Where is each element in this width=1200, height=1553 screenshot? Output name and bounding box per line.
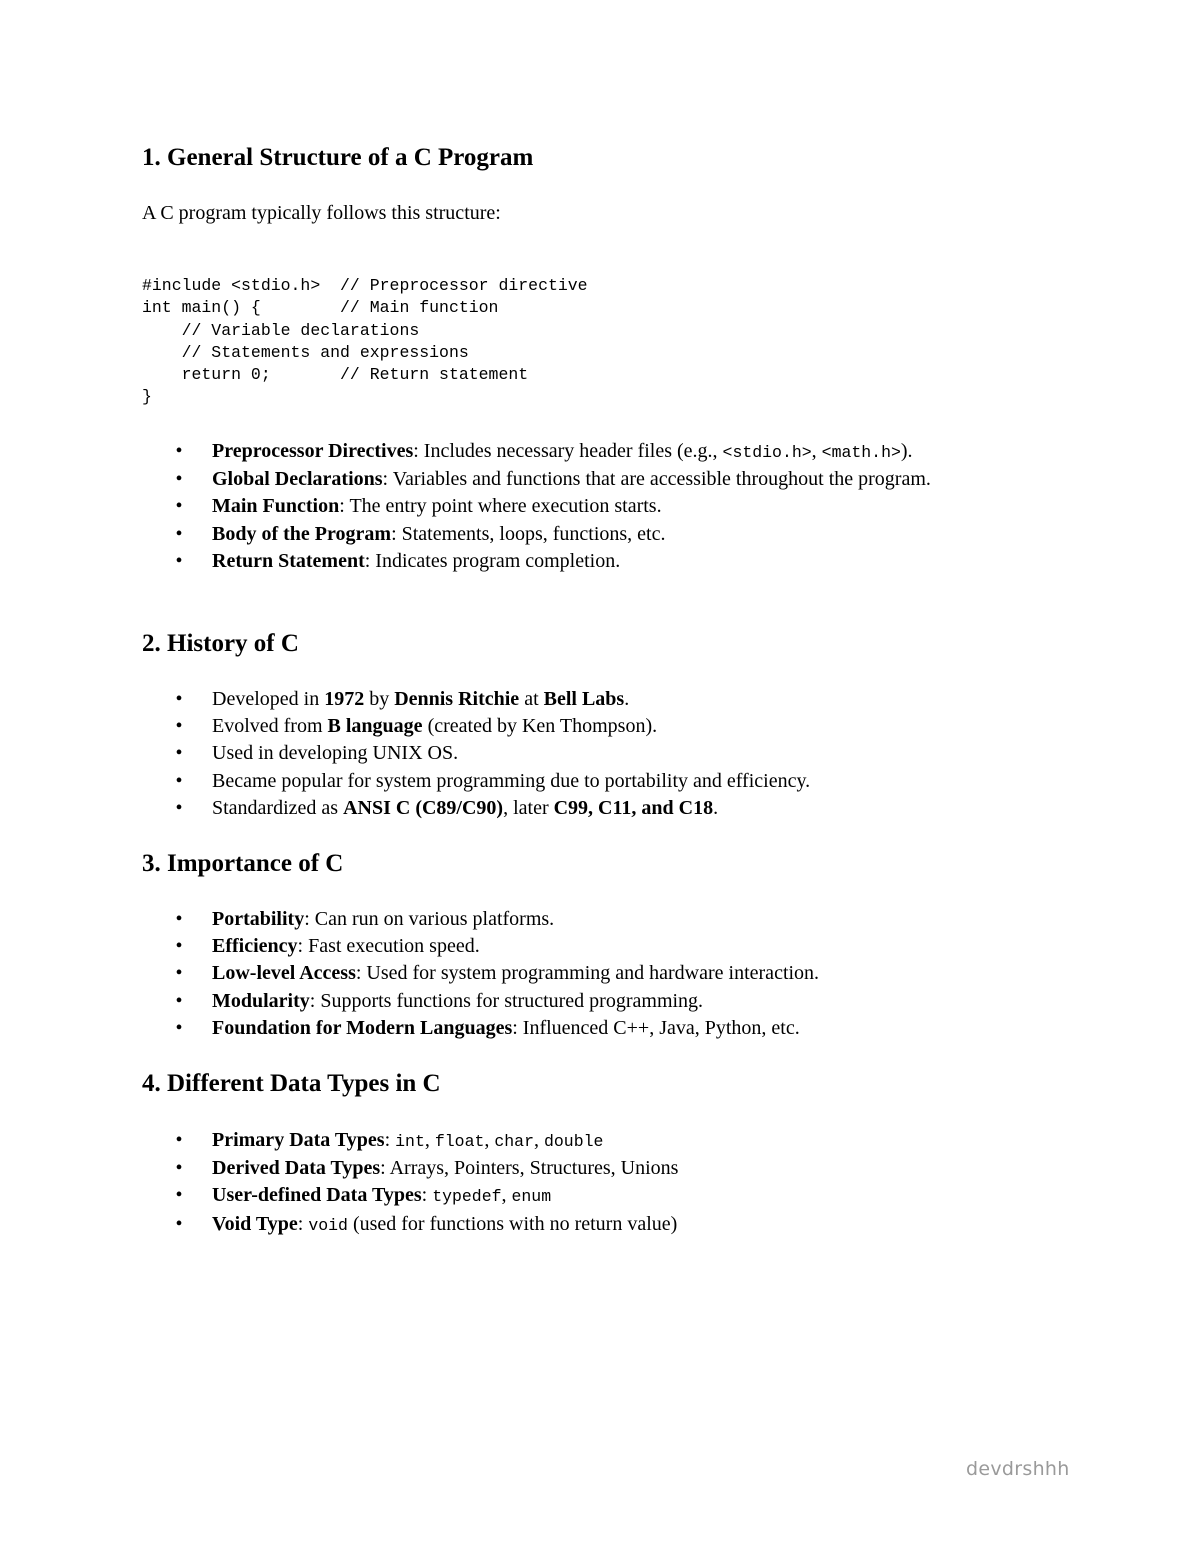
item-term: Derived Data Types [212, 1157, 381, 1180]
item-text: : Influenced C++, Java, Python, etc. [512, 1016, 800, 1039]
item-text: : [297, 1212, 309, 1235]
inline-code: float [434, 1132, 485, 1151]
list-item [142, 740, 1042, 767]
item-text: : [384, 1129, 396, 1151]
bullet-icon: • [175, 962, 183, 985]
item-text: : Supports functions for structured programming. [309, 989, 704, 1012]
item-text: Standardized as [212, 796, 344, 819]
item-term: Foundation for Modern Languages [212, 1016, 513, 1039]
item-text: : Includes necessary header files (e.g., [413, 440, 723, 462]
item-bold: 1972 [324, 688, 365, 710]
item-text: Developed in [212, 688, 325, 710]
bullet-icon: • [175, 989, 183, 1012]
item-term: Body of the Program [212, 522, 392, 545]
item-text: (used for functions with no return value) [347, 1212, 678, 1235]
bullet-icon: • [175, 1129, 183, 1151]
item-text: , [811, 440, 822, 462]
item-term: Primary Data Types [212, 1129, 385, 1151]
list-item [142, 493, 1042, 520]
list-item [142, 713, 1042, 740]
bullet-icon: • [175, 549, 183, 572]
item-term: Main Function [212, 495, 340, 518]
bullet-icon: • [175, 742, 183, 765]
list-item [142, 521, 1042, 548]
item-bold: Bell Labs [543, 688, 625, 710]
item-text: ). [900, 440, 913, 462]
item-text: , [533, 1129, 544, 1151]
item-text: (created by Ken Thompson). [422, 715, 658, 738]
bullet-icon: • [175, 1016, 183, 1039]
inline-code: char [494, 1132, 534, 1151]
item-text: Evolved from [212, 715, 328, 738]
bullet-icon: • [175, 1184, 183, 1207]
structure-intro: A C program typically follows this structure: [142, 202, 501, 224]
item-text: : Statements, loops, functions, etc. [391, 522, 666, 545]
item-term: User-defined Data Types [212, 1184, 422, 1207]
list-item [142, 768, 1042, 795]
section-heading-structure: 1. General Structure of a C Program [142, 144, 534, 171]
item-text: , [424, 1129, 435, 1151]
bullet-icon: • [175, 908, 183, 930]
watermark: devdrshhh [966, 1458, 1070, 1480]
item-text: , [501, 1184, 512, 1207]
bullet-icon: • [175, 688, 183, 710]
item-text: : [421, 1184, 433, 1207]
inline-code: <stdio.h> [722, 443, 812, 462]
item-text: Used in developing UNIX OS. [212, 742, 459, 765]
item-text: by [364, 688, 395, 710]
list-item [142, 906, 1042, 933]
item-term: Modularity [212, 989, 310, 1012]
inline-code: <math.h> [821, 443, 901, 462]
item-text: : Indicates program completion. [364, 549, 621, 572]
section-heading-history: 2. History of C [142, 630, 299, 657]
bullet-icon: • [175, 440, 183, 462]
list-item [142, 1127, 1042, 1155]
item-text: : Variables and functions that are accessible throughout the program. [382, 468, 931, 491]
structure-list [142, 438, 1042, 575]
list-item [142, 960, 1042, 987]
bullet-icon: • [175, 468, 183, 491]
bullet-icon: • [175, 522, 183, 545]
item-text: , [484, 1129, 495, 1151]
bullet-icon: • [175, 715, 183, 738]
inline-code: typedef [432, 1187, 502, 1207]
item-term: Global Declarations [212, 468, 383, 491]
item-term: Void Type [212, 1212, 298, 1235]
list-item [142, 795, 1042, 822]
item-text: , later [503, 796, 554, 819]
item-text: : Fast execution speed. [297, 935, 480, 958]
item-bold: ANSI C (C89/C90) [343, 796, 504, 819]
importance-list [142, 906, 1042, 1042]
inline-code: int [395, 1132, 425, 1151]
history-list [142, 686, 1042, 822]
item-bold: Dennis Ritchie [394, 688, 520, 710]
item-text: . [713, 796, 719, 819]
item-text: . [624, 688, 630, 710]
item-text: : The entry point where execution starts. [339, 495, 662, 518]
item-term: Portability [212, 908, 305, 930]
item-text: : Used for system programming and hardware interaction. [355, 962, 820, 985]
item-term: Preprocessor Directives [212, 440, 414, 462]
bullet-icon: • [175, 1157, 183, 1180]
bullet-icon: • [175, 935, 183, 958]
list-item [142, 1015, 1042, 1042]
item-bold: B language [327, 715, 423, 738]
item-text: Became popular for system programming due to portability and efficiency. [212, 769, 811, 792]
item-text: : Arrays, Pointers, Structures, Unions [380, 1157, 679, 1180]
list-item [142, 933, 1042, 960]
inline-code: enum [511, 1187, 552, 1207]
list-item [142, 1155, 1042, 1182]
item-text: : Can run on various platforms. [304, 908, 555, 930]
inline-code: void [308, 1215, 348, 1235]
list-item [142, 988, 1042, 1015]
bullet-icon: • [175, 1212, 183, 1235]
list-item [142, 686, 1042, 713]
section-heading-data-types: 4. Different Data Types in C [142, 1070, 441, 1097]
bullet-icon: • [175, 769, 183, 792]
item-bold: C99, C11, and C18 [553, 796, 714, 819]
item-text: at [519, 688, 544, 710]
list-item [142, 548, 1042, 575]
item-term: Low-level Access [212, 962, 356, 985]
inline-code: double [543, 1132, 604, 1151]
item-term: Return Statement [212, 549, 365, 572]
item-term: Efficiency [212, 935, 298, 958]
bullet-icon: • [175, 495, 183, 518]
list-item [142, 438, 1042, 466]
data-types-list [142, 1127, 1042, 1239]
list-item [142, 1182, 1042, 1210]
list-item [142, 1211, 1042, 1239]
list-item [142, 466, 1042, 493]
section-heading-importance: 3. Importance of C [142, 850, 344, 877]
bullet-icon: • [175, 796, 183, 819]
code-block: #include <stdio.h> // Preprocessor directive int main() { // Main function // Variable declarations // Statements and expressions return 0; // Return statement } [142, 276, 588, 407]
